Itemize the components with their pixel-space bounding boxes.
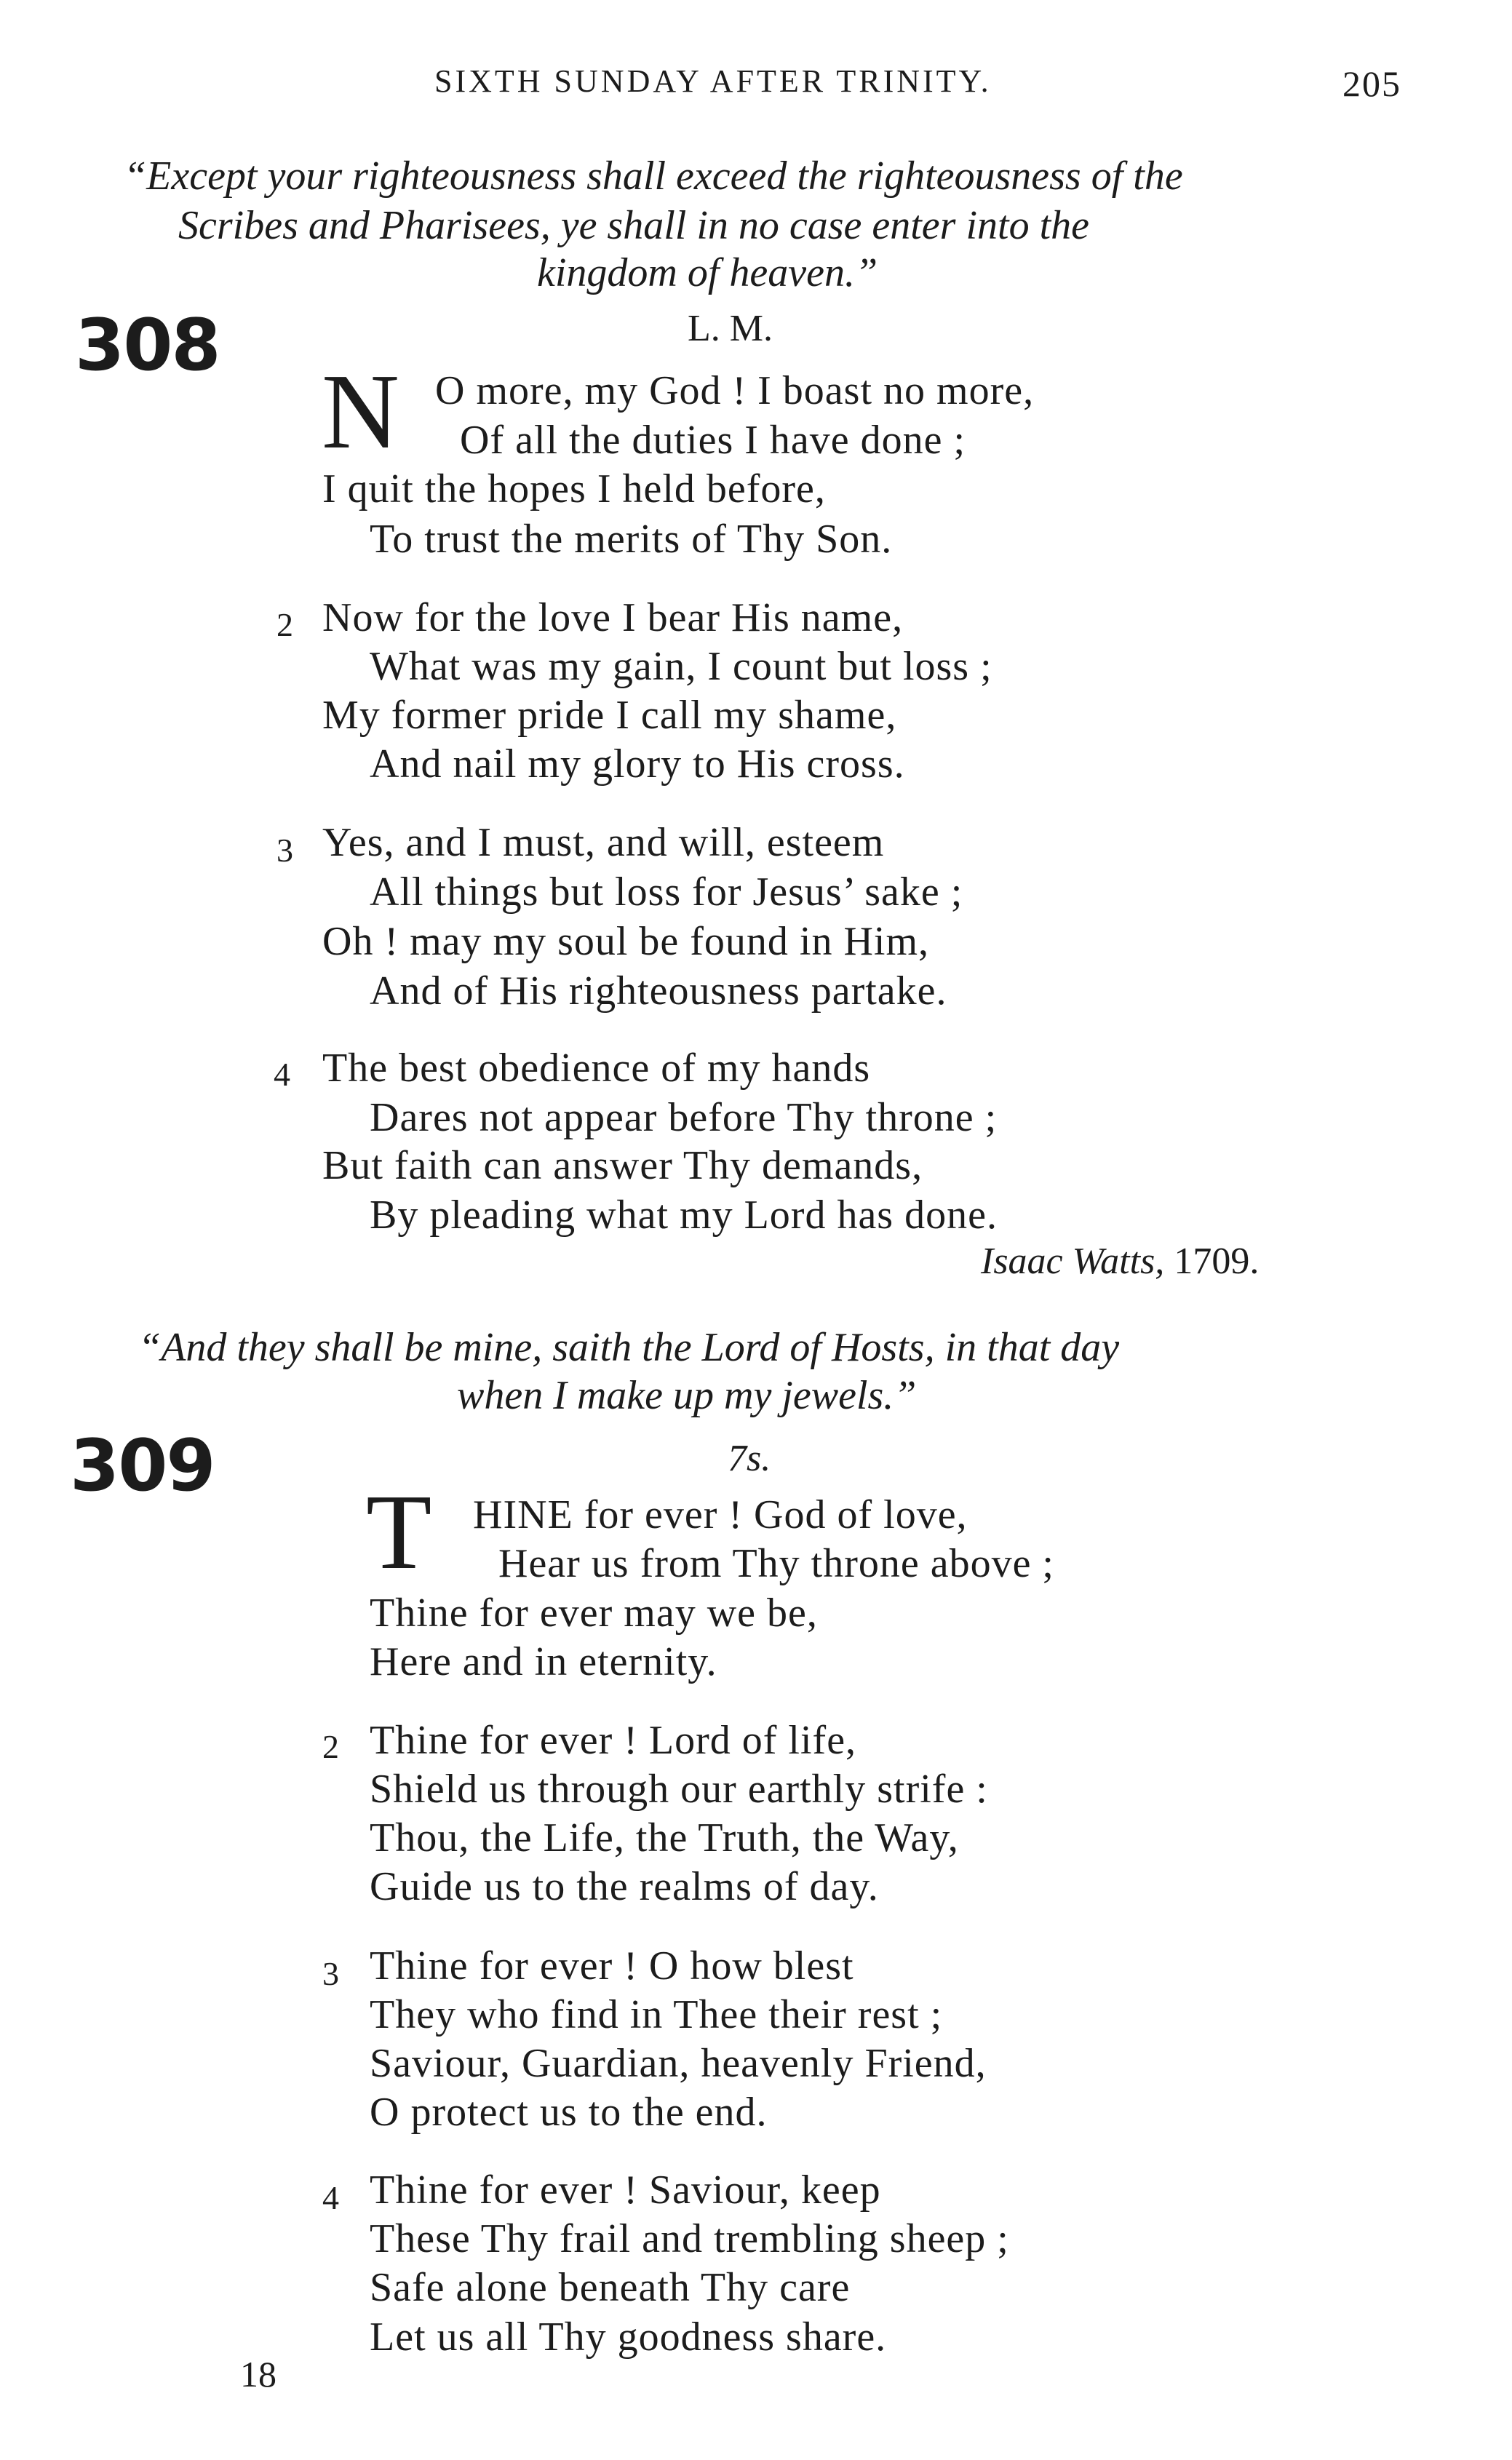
hymn-number-308: 308 bbox=[75, 304, 220, 387]
hymn-309-s3-line-1: Thine for ever ! O how blest bbox=[370, 1943, 854, 1989]
hymn-309-s2-line-1: Thine for ever ! Lord of life, bbox=[370, 1718, 857, 1763]
hymn-309-s3-line-4: O protect us to the end. bbox=[370, 2090, 768, 2135]
author-name: Isaac Watts, bbox=[981, 1241, 1165, 1282]
hymn-309-s4-line-2: These Thy frail and trembling sheep ; bbox=[370, 2216, 1009, 2261]
hymn-309-s4-line-3: Safe alone beneath Thy care bbox=[370, 2265, 851, 2310]
running-head: SIXTH SUNDAY AFTER TRINITY. bbox=[434, 63, 992, 99]
hymn-309-s3-line-3: Saviour, Guardian, heavenly Friend, bbox=[370, 2041, 987, 2086]
hymn-308-line-1: O more, my God ! I boast no more, bbox=[435, 368, 1035, 413]
hymn-308-s3-line-4: And of His righteousness partake. bbox=[370, 968, 947, 1014]
hymn-309-s3-line-2: They who find in Thee their rest ; bbox=[370, 1992, 943, 2037]
verse-number: 4 bbox=[274, 1056, 290, 1093]
verse-number: 2 bbox=[322, 1728, 339, 1765]
author-year: 1709. bbox=[1174, 1241, 1260, 1282]
hymn-309-line-4: Here and in eternity. bbox=[370, 1639, 717, 1684]
hymn-308-line-3: I quit the hopes I held before, bbox=[322, 466, 826, 511]
hymn-308-s4-line-4: By pleading what my Lord has done. bbox=[370, 1193, 998, 1238]
verse-number: 4 bbox=[322, 2179, 339, 2216]
drop-cap-308: N bbox=[322, 352, 399, 471]
hymn-309-line-3: Thine for ever may we be, bbox=[370, 1591, 818, 1636]
hymn-309-s2-line-4: Guide us to the realms of day. bbox=[370, 1864, 879, 1909]
hymn-308-line-4: To trust the merits of Thy Son. bbox=[370, 517, 893, 562]
hymn-308-line-2: Of all the duties I have done ; bbox=[460, 418, 966, 463]
page-number: 205 bbox=[1342, 63, 1401, 104]
epigraph-308-line-3: kingdom of heaven.” bbox=[537, 250, 878, 295]
meter-308: L. M. bbox=[688, 308, 773, 349]
hymn-309-line-2: Hear us from Thy throne above ; bbox=[498, 1541, 1054, 1586]
epigraph-308-line-1: “Except your righteousness shall exceed the righteousness of the bbox=[124, 154, 1183, 199]
hymn-308-s3-line-2: All things but loss for Jesus’ sake ; bbox=[370, 869, 963, 915]
hymn-308-s3-line-1: Yes, and I must, and will, esteem bbox=[322, 820, 885, 865]
hymn-number-309: 309 bbox=[70, 1425, 215, 1508]
hymn-309-s4-line-4: Let us all Thy goodness share. bbox=[370, 2314, 887, 2360]
hymn-309-s2-line-3: Thou, the Life, the Truth, the Way, bbox=[370, 1815, 959, 1860]
hymn-308-s2-line-3: My former pride I call my shame, bbox=[322, 693, 897, 738]
hymn-308-s4-line-1: The best obedience of my hands bbox=[322, 1046, 871, 1091]
hymn-308-s2-line-2: What was my gain, I count but loss ; bbox=[370, 644, 992, 689]
hymn-309-s4-line-1: Thine for ever ! Saviour, keep bbox=[370, 2168, 881, 2213]
verse-number: 3 bbox=[322, 1955, 339, 1992]
hymn-308-s4-line-3: But faith can answer Thy demands, bbox=[322, 1143, 923, 1188]
hymn-308-s2-line-4: And nail my glory to His cross. bbox=[370, 741, 905, 787]
author-attribution bbox=[981, 1240, 1259, 1283]
verse-number: 3 bbox=[276, 832, 293, 869]
drop-cap-309: T bbox=[366, 1473, 432, 1592]
hymn-308-s3-line-3: Oh ! may my soul be found in Him, bbox=[322, 919, 930, 964]
epigraph-309-line-1: “And they shall be mine, saith the Lord of Hosts, in that day bbox=[138, 1325, 1120, 1370]
verse-number: 2 bbox=[276, 606, 293, 643]
hymn-308-s4-line-2: Dares not appear before Thy throne ; bbox=[370, 1095, 998, 1140]
hymn-309-line-1: HINE for ever ! God of love, bbox=[473, 1492, 968, 1537]
epigraph-308-line-2: Scribes and Pharisees, ye shall in no case enter into the bbox=[178, 203, 1089, 248]
signature-mark: 18 bbox=[240, 2354, 276, 2395]
epigraph-309-line-2: when I make up my jewels.” bbox=[457, 1373, 917, 1418]
hymn-309-s2-line-2: Shield us through our earthly strife : bbox=[370, 1767, 988, 1812]
meter-309: 7s. bbox=[728, 1438, 771, 1479]
hymn-308-s2-line-1: Now for the love I bear His name, bbox=[322, 595, 904, 640]
